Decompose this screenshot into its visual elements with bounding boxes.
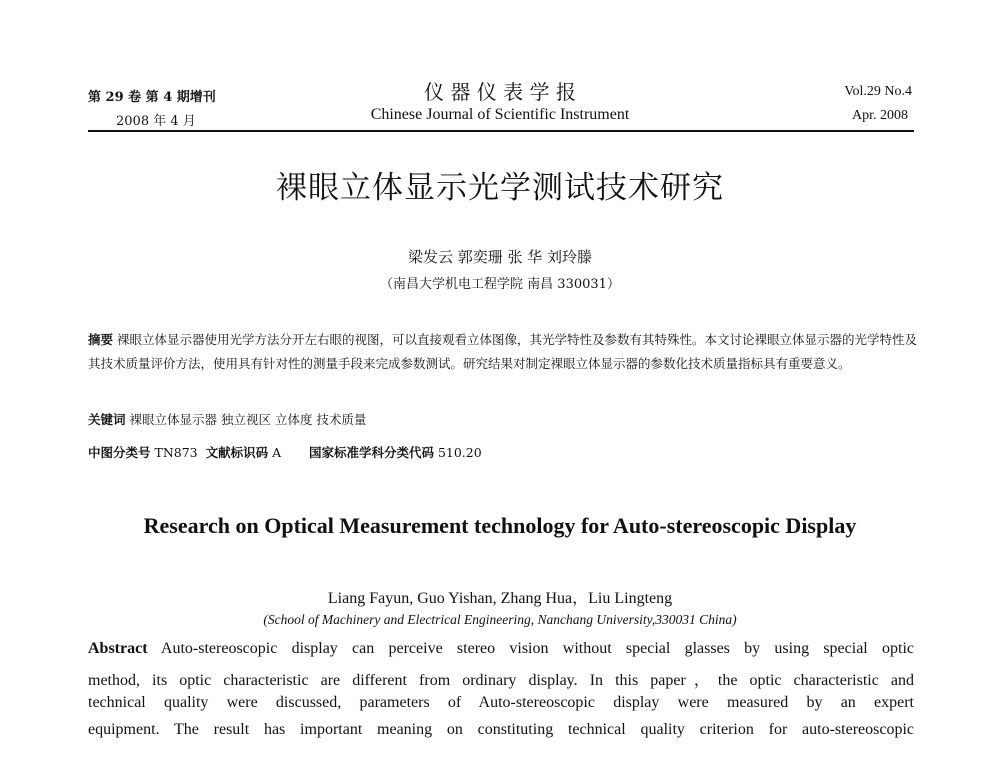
abstract-label-cn: 摘要 — [88, 332, 114, 347]
keywords-cn — [88, 410, 366, 428]
subject-code-value: 510.20 — [437, 445, 482, 460]
abstract-cn — [88, 328, 918, 376]
keywords-text-cn: 裸眼立体显示器 独立视区 立体度 技术质量 — [129, 412, 367, 427]
abstract-en-text-1: Auto-stereoscopic display can perceive stereo vision without special glasses by using special optic — [147, 640, 914, 657]
volume-issue-en: Vol.29 No.4 — [844, 84, 912, 99]
authors-en: Liang Fayun, Guo Yishan, Zhang Hua，Liu Lingteng — [327, 590, 673, 607]
journal-name-cn: 仪 器 仪 表 学 报 — [424, 80, 576, 104]
keywords-label-cn: 关键词 — [88, 412, 126, 427]
classification-label: 中图分类号 — [88, 445, 151, 460]
volume-issue-cn: 第 29 卷 第 4 期增刊 — [88, 90, 216, 105]
affiliation-en: (School of Machinery and Electrical Engineering, Nanchang University,330031 China) — [263, 612, 737, 627]
doc-code-label: 文献标识码 — [205, 445, 269, 460]
paper-title-cn: 裸眼立体显示光学测试技术研究 — [276, 170, 724, 206]
subject-code-label: 国家标准学科分类代码 — [308, 445, 434, 460]
paper-title-en: Research on Optical Measurement technology for Auto-stereoscopic Display — [143, 513, 857, 538]
abstract-en-line-3: technical quality were discussed, parameters of Auto-stereoscopic display were measured by an expert — [88, 694, 914, 711]
authors-cn: 梁发云 郭奕珊 张 华 刘玲滕 — [407, 248, 593, 266]
header-rule — [88, 130, 914, 132]
journal-name-en: Chinese Journal of Scientific Instrument — [370, 106, 630, 123]
affiliation-cn: （南昌大学机电工程学院 南昌 330031） — [380, 277, 620, 292]
abstract-en-line-2: method, its optic characteristic are different from ordinary display. In this paper，the optic characteristic and — [88, 672, 914, 689]
doc-code-value: A — [272, 445, 282, 460]
abstract-en-line-1 — [88, 640, 914, 658]
abstract-text-cn: 裸眼立体显示器使用光学方法分开左右眼的视图，可以直接观看立体图像，其光学特性及参数有其特殊性。本文讨论裸眼立体显示器的光学特性及其技术质量评价方法，使用具有针对性的测量手段来完成参数测试。研究结果对制定裸眼立体显示器的参数化技术质量指标具有重要意义。 — [88, 332, 918, 371]
classification-line — [88, 443, 482, 461]
classification-value: TN873 — [154, 445, 198, 460]
abstract-en-line-4: equipment. The result has important meaning on constituting technical quality criterion for auto-stereoscopic — [88, 721, 914, 738]
date-cn: 2008 年 4 月 — [116, 114, 196, 129]
date-en: Apr. 2008 — [852, 108, 908, 123]
abstract-label-en: Abstract — [88, 640, 148, 657]
